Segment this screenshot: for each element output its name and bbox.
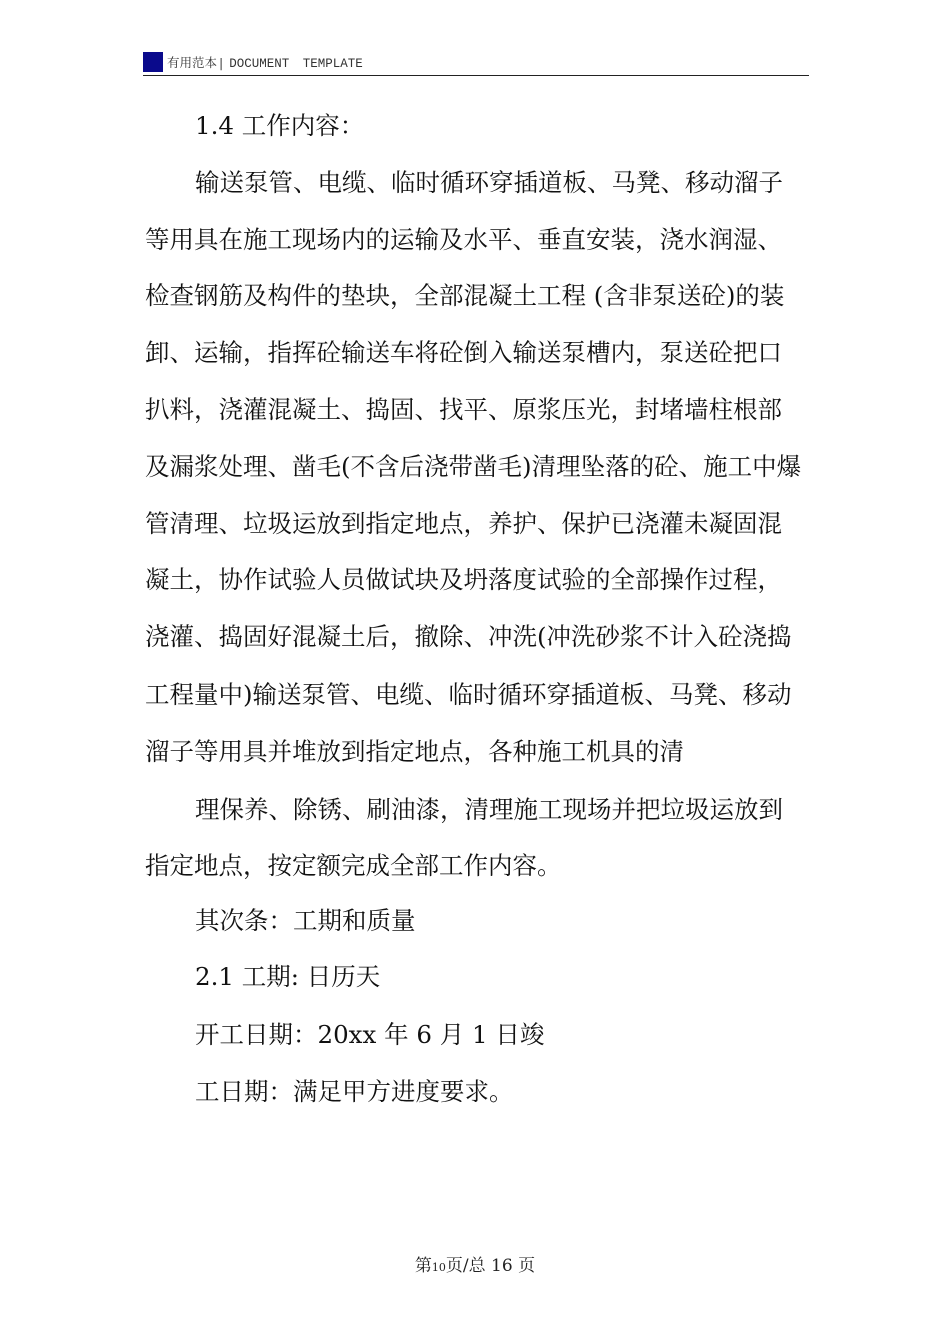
paragraph-line: 扒料，浇灌混凝土、捣固、找平、原浆压光，封堵墙柱根部 bbox=[145, 395, 782, 424]
header-text bbox=[167, 55, 363, 72]
paragraph-line: 卸、运输，指挥砼输送车将砼倒入输送泵槽内，泵送砼把口 bbox=[145, 338, 782, 367]
paragraph-line: 工程量中)输送泵管、电缆、临时循环穿插道板、马凳、移动 bbox=[145, 680, 792, 709]
footer-page-total: 16 bbox=[491, 1256, 513, 1276]
paragraph-line: 开工日期：20xx 年 6 月 1 日竣 bbox=[195, 1020, 545, 1049]
header-title-en: DOCUMENT TEMPLATE bbox=[229, 57, 363, 71]
header-separator: | bbox=[219, 55, 224, 70]
paragraph-line: 溜子等用具并堆放到指定地点，各种施工机具的清 bbox=[145, 737, 684, 766]
paragraph-line: 等用具在施工现场内的运输及水平、垂直安装，浇水润湿、 bbox=[145, 225, 782, 254]
section-heading-article-2: 其次条：工期和质量 bbox=[195, 906, 416, 935]
paragraph-line: 理保养、除锈、刷油漆，清理施工现场并把垃圾运放到 bbox=[195, 795, 783, 824]
paragraph-line: 凝土，协作试验人员做试块及坍落度试验的全部操作过程， bbox=[145, 565, 782, 594]
header-logo-icon bbox=[143, 52, 163, 72]
footer-prefix: 第 bbox=[414, 1256, 432, 1276]
footer-suffix: 页 bbox=[512, 1256, 536, 1276]
paragraph-line: 指定地点，按定额完成全部工作内容。 bbox=[145, 851, 562, 880]
paragraph-line: 工日期：满足甲方进度要求。 bbox=[195, 1077, 514, 1106]
header-title-cn: 有用范本 bbox=[167, 55, 218, 70]
page-header bbox=[143, 51, 809, 76]
page-footer bbox=[0, 1256, 950, 1278]
paragraph-line: 浇灌、捣固好混凝土后，撤除、冲洗(冲洗砂浆不计入砼浇捣 bbox=[145, 622, 792, 651]
paragraph-line: 检查钢筋及构件的垫块，全部混凝土工程 (含非泵送砼)的装 bbox=[145, 281, 785, 310]
section-heading-1-4: 1.4 工作内容： bbox=[195, 111, 365, 140]
footer-page-current: 10 bbox=[431, 1261, 446, 1274]
paragraph-line: 输送泵管、电缆、临时循环穿插道板、马凳、移动溜子 bbox=[195, 168, 783, 197]
paragraph-line: 及漏浆处理、凿毛(不含后浇带凿毛)清理坠落的砼、施工中爆 bbox=[145, 452, 802, 481]
footer-middle: 页/总 bbox=[445, 1256, 492, 1276]
paragraph-line: 管清理、垃圾运放到指定地点，养护、保护已浇灌未凝固混 bbox=[145, 509, 782, 538]
section-heading-2-1: 2.1 工期: 日历天 bbox=[195, 962, 381, 991]
